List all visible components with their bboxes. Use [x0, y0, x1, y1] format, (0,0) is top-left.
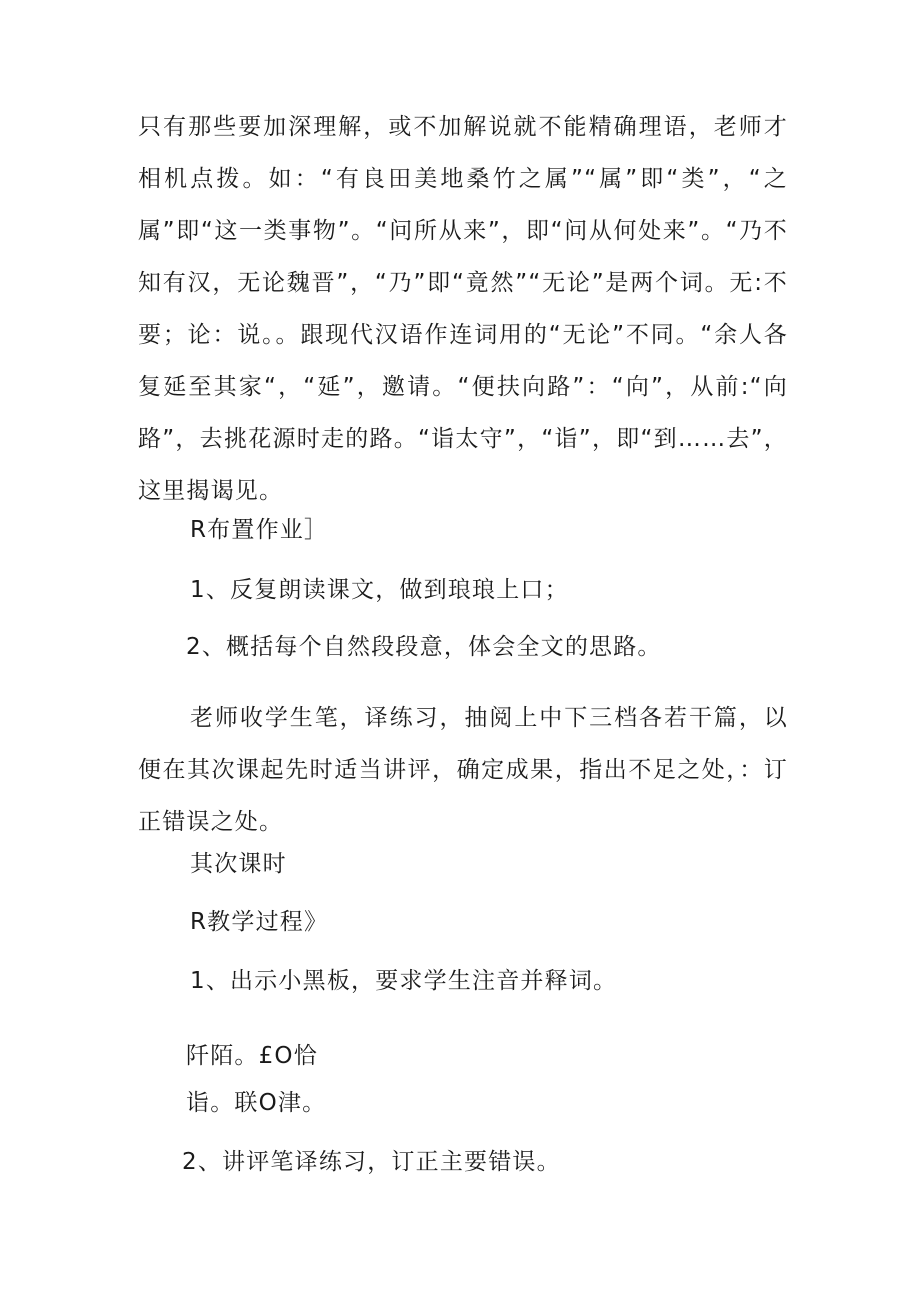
- homework-item-1: 1、反复朗读课文，做到琅琅上口；: [190, 577, 569, 603]
- paragraph-explanation: 只有那些要加深理解，或不加解说就不能精确理语，老师才相机点拨。如：“有良田美地桑竹之属”“属”即“类”，“之属”即“这一类事物”。“问所从来”，即“问从何处来”。“乃不知有汉，无论魏晋”，“乃”即“竟然”“无论”是两个词。无:不要；论：说。。跟现代汉语作连词用的“无论”不同。“余人各复延至其家“，“延”，邀请。“便扶向路”：“向”，从前:“向路”，去挑花源时走的路。“诣太守”，“诣”，即“到……去”，这里揭谒见。: [138, 114, 788, 504]
- vocab-line-2: 诣。联O津。: [186, 1090, 327, 1116]
- homework-item-2: 2、概括每个自然段段意，体会全文的思路。: [186, 634, 662, 660]
- second-lesson-heading: 其次课时: [190, 851, 287, 877]
- paragraph-teacher-review: 老师收学生笔，译练习，抽阅上中下三档各若干篇，以便在其次课起先时适当讲评，确定成果，指出不足之处，：订正错误之处。: [138, 705, 788, 835]
- process-heading: R教学过程》: [190, 909, 329, 935]
- process-item-2: 2、讲评笔译练习，订正主要错误。: [182, 1149, 561, 1175]
- homework-heading: R布置作业］: [190, 517, 329, 543]
- process-item-1: 1、出示小黑板，要求学生注音并释词。: [190, 968, 618, 994]
- vocab-line-1: 阡陌。£O恰: [186, 1043, 318, 1069]
